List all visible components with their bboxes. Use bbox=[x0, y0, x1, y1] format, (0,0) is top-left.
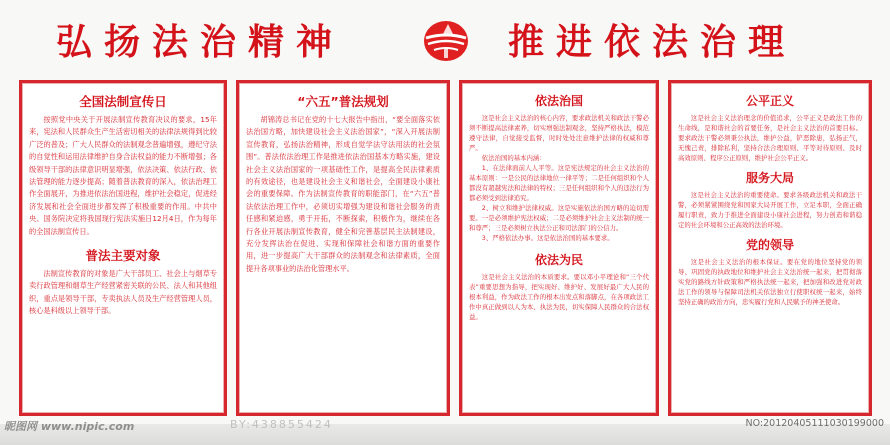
court-emblem-icon bbox=[420, 18, 472, 64]
panel-title: 党的领导 bbox=[745, 238, 794, 252]
watermark-number: NO:20120405111030199000 bbox=[745, 418, 884, 429]
panel-paragraph: 这是社会主义法治的本质要求。要以邓小平理论和“三个代表”重要思想为指导，把实现好、维护好、发展好最广大人民的根本利益，作为政法工作的根本出发点和落脚点，在各项政法工作中真正做到以人为本、执法为民，切实保障人民群众的合法权益。 bbox=[469, 273, 649, 321]
panel-paragraph: 依法治国的基本内涵： bbox=[481, 154, 546, 162]
panel-title: 普法主要对象 bbox=[85, 248, 161, 264]
panel-paragraph: 这是社会主义法治的根本保证。要在党的地位坚持党的领导、巩固党的执政地位和维护社会主义法治统一起来，把贯彻落实党的路线方针政策和严格执法统一起来，把加强和改进党对政法工作的领导与保障司法机关依法独立行使职权统一起来，始终坚持正确的政治方向，忠实履行党和人民赋予的神圣使命。 bbox=[678, 258, 862, 306]
panel-legal-publicity-day bbox=[19, 80, 227, 416]
panel-paragraph: 这是社会主义法治理念的价值追求，公平正义是政法工作的生命线，是和谐社会的首要任务，是社会主义法治的首要目标。要求政法干警必须秉公执法，维护公益，铲恶除患，弘扬正气，无愧己责，排除私利，坚持合法合理原则、平等对待原则、及时高效原则、程序公正原则，维护社会公平正义。 bbox=[678, 114, 862, 162]
panel-sixth-five-year-plan bbox=[236, 80, 450, 416]
panel-fairness-justice bbox=[668, 80, 872, 416]
panel-paragraph: 这是社会主义法治的重要使命。要求各级政法机关和政法干警，必须紧紧围绕党和国家大局开展工作，立足本职，全面正确履行职责，致力于推进全面建设小康社会进程，努力创造和谐稳定的社会环境和公正高效的法治环境。 bbox=[678, 191, 862, 229]
panel-title: 全国法制宣传日 bbox=[79, 94, 167, 109]
watermark-site: 昵图网 www.nipic.com bbox=[4, 420, 135, 433]
panel-title: “六五”普法规划 bbox=[297, 94, 389, 109]
panel-rule-of-law bbox=[459, 80, 659, 416]
panel-paragraph: 3、严格依法办事。这是依法治国的基本要求。 bbox=[481, 234, 614, 242]
panel-paragraph: 按照党中央关于开展法制宣传教育决议的要求，15年来，宪法和人民群众生产生活密切相关的法律法规得到比较广泛的普及；广大人民群众的法制观念普遍增强，遵纪守法的自觉性和运用法律维护自身合法权益的能力不断增强；各级领导干部的法律意识明显增强，依法决策、依法行政、依法管理的能力逐步提高；随着普法教育的深入，依法治理工作全面展开，为推进依法治国进程，维护社会稳定，促进经济发展和社会全面进步都发挥了积极重要的作用。中共中央、国务院决定将我国现行宪法实施日12月4日，作为每年的全国法制宣传日。 bbox=[29, 115, 217, 236]
watermark-author: BY:438855424 bbox=[230, 418, 333, 431]
panel-paragraph: 2、树立和维护法律权威。这是实施依法治国方略的迫切需要。一是必须维护宪法权威；二是必须维护社会主义法制的统一和尊严；三是必须树立执法公正和司法部门的公信力。 bbox=[469, 204, 649, 232]
left-slogan: 弘扬法治精神 bbox=[56, 21, 345, 63]
panel-title: 公平正义 bbox=[745, 94, 794, 108]
panel-title: 依法治国 bbox=[534, 94, 583, 108]
panel-title: 依法为民 bbox=[534, 253, 583, 267]
header bbox=[0, 0, 890, 74]
panel-title: 服务大局 bbox=[745, 171, 794, 185]
right-slogan: 推进依法治理 bbox=[508, 21, 797, 63]
panel-paragraph: 1、在法律面前人人平等。这是宪法规定的社会主义法治的基本原则：一是公民的法律地位一律平等；二是任何组织和个人都没有超越宪法和法律的特权；三是任何组织和个人的违法行为都必须受到法律追究。 bbox=[469, 164, 649, 202]
panel-paragraph: 胡锦涛总书记在党的十七大报告中指出，“要全面落实依法治国方略，加快建设社会主义法治国家”，“深入开展法制宣传教育，弘扬法治精神，形成自觉学法守法用法的社会氛围”。普法依法治理工作是推进依法治国基本方略实施，建设社会主义法治国家的一项基础性工作，是提高全民法律素质的有效途径，也是建设社会主义和谐社会，全面建设小康社会的重要保障。作为法制宣传教育的职能部门，在“六五”普法依法治理工作中，必须切实增强为建设和谐社会服务的责任感和紧迫感，勇于开拓，不断探索，积极作为，继续在各行各业开展法制宣传教育，健全和完善基层民主法制建设，充分发挥法治在促进、实现和保障社会和谐方面的重要作用，进一步提高广大干部群众的法制观念和法律素质，全面提升各项事业的法治化管理水平。 bbox=[246, 115, 440, 273]
panel-paragraph: 这是社会主义法治的核心内容，要求政法机关和政法干警必须不断提高法律素养，切实增强法制观念，坚持严格执法，模范遵守法律，自觉接受监督，时时处处注意维护法律的权威和尊严。 bbox=[469, 114, 649, 152]
panel-paragraph: 法制宣传教育的对象是广大干部员工、社会上与烟草专卖行政管理和烟草生产经营紧密关联的公民、法人和其他组织，重点是领导干部，专卖执法人员及生产经营管理人员，核心是科级以上领导干部。 bbox=[29, 269, 217, 316]
